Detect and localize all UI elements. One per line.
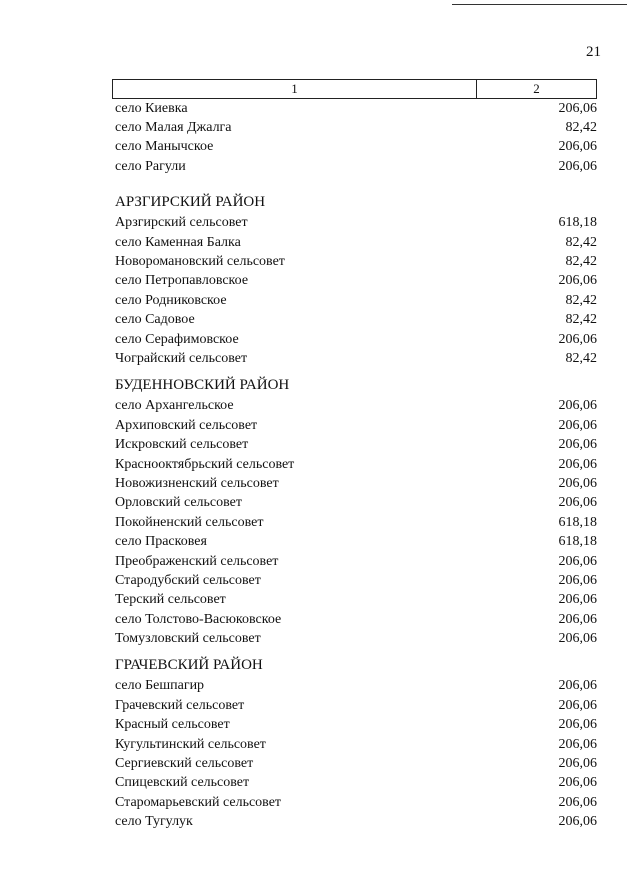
settlement-value: 206,06 [558, 417, 597, 433]
list-row [115, 677, 597, 696]
list-row [115, 494, 597, 513]
settlement-value: 206,06 [558, 158, 597, 174]
list-row [115, 214, 597, 233]
settlement-name: Краснооктябрьский сельсовет [115, 456, 295, 472]
settlement-value: 206,06 [558, 631, 597, 647]
settlement-name: Преображенский сельсовет [115, 553, 279, 569]
list-row [115, 99, 597, 118]
settlement-value: 618,18 [558, 215, 597, 231]
settlement-name: село Тугулук [115, 814, 193, 830]
settlement-value: 206,06 [558, 775, 597, 791]
list-row [115, 716, 597, 735]
settlement-value: 206,06 [558, 475, 597, 491]
settlement-name: Искровский сельсовет [115, 437, 249, 453]
settlement-name: Старомарьевский сельсовет [115, 794, 282, 810]
settlement-name: Покойненский сельсовет [115, 514, 264, 530]
settlement-name: село Родниковское [115, 292, 227, 308]
settlement-name: Чограйский сельсовет [115, 350, 248, 366]
list-row [115, 157, 597, 176]
district-group-budennovsk [115, 375, 597, 649]
header-col-1: 1 [113, 80, 477, 98]
list-row [115, 793, 597, 812]
settlement-name: Арзгирский сельсовет [115, 215, 248, 231]
list-row [115, 532, 597, 551]
list-row [115, 272, 597, 291]
list-row [115, 754, 597, 773]
district-group-continued [115, 99, 597, 177]
list-row [115, 474, 597, 493]
settlement-value: 82,42 [565, 254, 597, 270]
settlement-name: село Киевка [115, 100, 188, 116]
list-row [115, 696, 597, 715]
settlement-value: 206,06 [558, 273, 597, 289]
list-row [115, 774, 597, 793]
settlement-name: Новожизненский сельсовет [115, 475, 279, 491]
settlement-value: 206,06 [558, 572, 597, 588]
settlement-name: село Петропавловское [115, 273, 249, 289]
settlement-name: Терский сельсовет [115, 592, 226, 608]
settlement-name: село Малая Джалга [115, 120, 232, 136]
settlement-value: 82,42 [565, 292, 597, 308]
list-row [115, 311, 597, 330]
settlement-value: 206,06 [558, 756, 597, 772]
list-row [115, 349, 597, 368]
district-title: АРЗГИРСКИЙ РАЙОН [115, 194, 266, 211]
settlement-value: 206,06 [558, 611, 597, 627]
table-header [112, 79, 597, 99]
settlement-value: 206,06 [558, 553, 597, 569]
settlement-value: 618,18 [558, 534, 597, 550]
settlement-value: 206,06 [558, 717, 597, 733]
list-row [115, 416, 597, 435]
list-row [115, 591, 597, 610]
settlement-name: село Бешпагир [115, 678, 205, 694]
list-row [115, 252, 597, 271]
settlement-value: 618,18 [558, 514, 597, 530]
settlement-name: Архиповский сельсовет [115, 417, 258, 433]
settlement-name: Орловский сельсовет [115, 495, 242, 511]
list-row [115, 513, 597, 532]
district-group-arzgir [115, 192, 597, 369]
top-rule [452, 4, 627, 5]
settlement-value: 206,06 [558, 592, 597, 608]
district-group-grachevka [115, 655, 597, 832]
settlement-value: 82,42 [565, 234, 597, 250]
list-row [115, 330, 597, 349]
settlement-name: Грачевский сельсовет [115, 697, 245, 713]
settlement-name: Стародубский сельсовет [115, 572, 261, 588]
settlement-value: 206,06 [558, 814, 597, 830]
list-row [115, 455, 597, 474]
header-col-2: 2 [533, 81, 540, 96]
settlement-value: 206,06 [558, 100, 597, 116]
list-row [115, 629, 597, 648]
settlement-name: Красный сельсовет [115, 717, 230, 733]
settlement-value: 206,06 [558, 697, 597, 713]
settlement-name: село Рагули [115, 158, 186, 174]
list-row [115, 552, 597, 571]
settlement-value: 82,42 [565, 350, 597, 366]
list-row [115, 735, 597, 754]
settlement-value: 206,06 [558, 331, 597, 347]
page-number: 21 [586, 44, 601, 60]
settlement-name: село Толстово-Васюковское [115, 611, 282, 627]
settlement-name: Томузловский сельсовет [115, 631, 261, 647]
settlement-value: 206,06 [558, 437, 597, 453]
settlement-name: село Прасковея [115, 534, 207, 550]
settlement-name: село Серафимовское [115, 331, 239, 347]
list-row [115, 138, 597, 157]
list-row [115, 397, 597, 416]
settlement-value: 82,42 [565, 120, 597, 136]
settlement-name: село Манычское [115, 139, 214, 155]
list-row [115, 435, 597, 454]
settlement-list [115, 99, 597, 832]
settlement-value: 206,06 [558, 139, 597, 155]
settlement-name: Новоромановский сельсовет [115, 254, 285, 270]
settlement-name: Кугультинский сельсовет [115, 736, 266, 752]
district-title: БУДЕННОВСКИЙ РАЙОН [115, 377, 290, 394]
settlement-name: село Архангельское [115, 398, 234, 414]
district-title: ГРАЧЕВСКИЙ РАЙОН [115, 657, 263, 674]
settlement-name: Сергиевский сельсовет [115, 756, 254, 772]
settlement-value: 82,42 [565, 312, 597, 328]
list-row [115, 118, 597, 137]
list-row [115, 233, 597, 252]
settlement-name: село Садовое [115, 312, 195, 328]
settlement-value: 206,06 [558, 678, 597, 694]
list-row [115, 291, 597, 310]
list-row [115, 813, 597, 832]
settlement-name: село Каменная Балка [115, 234, 241, 250]
settlement-value: 206,06 [558, 456, 597, 472]
settlement-value: 206,06 [558, 495, 597, 511]
settlement-value: 206,06 [558, 398, 597, 414]
list-row [115, 610, 597, 629]
settlement-name: Спицевский сельсовет [115, 775, 250, 791]
list-row [115, 571, 597, 590]
settlement-value: 206,06 [558, 736, 597, 752]
settlement-value: 206,06 [558, 794, 597, 810]
